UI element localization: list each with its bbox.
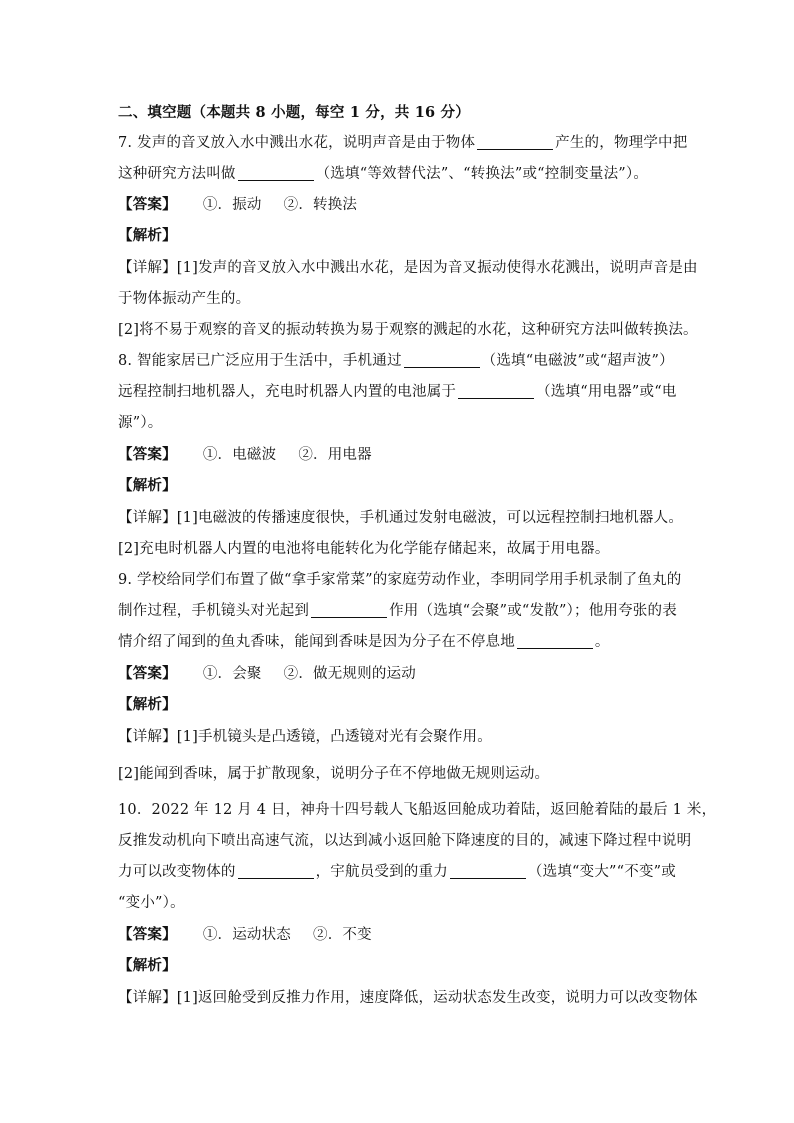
answer-2: ②．不变 — [313, 927, 372, 943]
analysis-label: 【解析】 — [118, 227, 177, 244]
q7-answer — [118, 195, 357, 215]
q9-blank-2 — [517, 647, 593, 649]
q9-detail-text: [2]能闻到香味，属于扩散现象，说明分子 — [118, 766, 390, 782]
q10-line-2: 反推发动机向下喷出高速气流，以达到减小返回舱下降速度的目的，减速下降过程中说明 — [118, 833, 692, 849]
q8-detail-2: [2]充电时机器人内置的电池将电能转化为化学能存储起来，故属于用电器。 — [118, 541, 610, 557]
q9-text: 作用（选填“会聚”或“发散”）；他用夸张的表 — [389, 603, 677, 619]
answer-1: ①．电磁波 — [202, 447, 277, 463]
q7-text: 产生的，物理学中把 — [555, 135, 688, 151]
answer-label: 【答案】 — [118, 926, 177, 943]
q8-blank-2 — [458, 397, 534, 399]
q8-line-1 — [118, 351, 674, 371]
answer-2: ②．用电器 — [298, 447, 372, 463]
q7-text: （选填“等效替代法”、“转换法”或“控制变量法”）。 — [315, 166, 649, 182]
q10-text: （选填“变大”“不变”或 — [527, 864, 676, 880]
analysis-label: 【解析】 — [118, 477, 177, 494]
q7-detail-2: 于物体振动产生的。 — [118, 291, 251, 307]
q7-detail-1: 【详解】[1]发声的音叉放入水中溅出水花，是因为音叉振动使得水花溅出，说明声音是由 — [118, 260, 698, 276]
answer-label: 【答案】 — [118, 665, 177, 682]
q10-line-1: 10．2022 年 12 月 4 日，神舟十四号载人飞船返回舱成功着陆，返回舱着陆的最后 1 米， — [118, 802, 717, 818]
q8-text: （选填“电磁波”或“超声波”） — [481, 353, 674, 369]
q10-answer — [118, 925, 372, 945]
q7-text: 这种研究方法叫做 — [118, 166, 236, 182]
answer-1: ①．运动状态 — [202, 927, 292, 943]
q8-line-3: 源”）。 — [118, 415, 163, 431]
q7-line-1 — [118, 133, 687, 153]
q8-blank-1 — [404, 366, 480, 368]
q10-text: ，宇航员受到的重力 — [315, 864, 448, 880]
answer-label: 【答案】 — [118, 196, 177, 213]
analysis-label: 【解析】 — [118, 957, 177, 974]
answer-2: ②．做无规则的运动 — [283, 666, 416, 682]
q9-detail-2 — [118, 764, 549, 785]
q9-detail-1: 【详解】[1]手机镜头是凸透镜，凸透镜对光有会聚作用。 — [118, 729, 492, 745]
q10-blank-1 — [238, 877, 314, 879]
q9-text: 。 — [594, 634, 610, 650]
answer-2: ②．转换法 — [283, 197, 358, 213]
q7-text: 7. 发声的音叉放入水中溅出水花，说明声音是由于物体 — [118, 135, 476, 151]
q8-text: （选填“用电器”或“电 — [536, 384, 677, 400]
q8-text: 远程控制扫地机器人，充电时机器人内置的电池属于 — [118, 384, 457, 400]
answer-1: ①．会聚 — [202, 666, 262, 682]
q7-line-2 — [118, 164, 648, 184]
section-heading: 二、填空题（本题共 8 小题，每空 1 分，共 16 分） — [118, 104, 470, 121]
analysis-label: 【解析】 — [118, 696, 177, 713]
q7-detail-3: [2]将不易于观察的音叉的振动转换为易于观察的溅起的水花，这种研究方法叫做转换法。 — [118, 322, 698, 338]
q9-line-2 — [118, 601, 677, 621]
q10-blank-2 — [450, 877, 526, 879]
q8-answer — [118, 445, 372, 465]
q9-line-3 — [118, 632, 610, 652]
q9-answer — [118, 664, 416, 684]
q9-text: 情介绍了闻到的鱼丸香味，能闻到香味是因为分子在不停息地 — [118, 634, 515, 650]
q9-detail-text: 不停地做无规则运动。 — [402, 766, 550, 782]
q10-text: 力可以改变物体的 — [118, 864, 236, 880]
q8-detail-1: 【详解】[1]电磁波的传播速度很快，手机通过发射电磁波，可以远程控制扫地机器人。 — [118, 510, 684, 526]
q7-blank-2 — [238, 179, 314, 181]
answer-1: ①．振动 — [202, 197, 262, 213]
q9-line-1: 9. 学校给同学们布置了做“拿手家常菜”的家庭劳动作业，李明同学用手机录制了鱼丸的 — [118, 572, 682, 588]
q9-text: 制作过程，手机镜头对光起到 — [118, 603, 310, 619]
q8-text: 8. 智能家居已广泛应用于生活中，手机通过 — [118, 353, 402, 369]
q10-line-4: “变小”）。 — [118, 895, 185, 911]
q7-blank-1 — [477, 148, 553, 150]
q10-line-3 — [118, 862, 676, 882]
answer-label: 【答案】 — [118, 446, 177, 463]
q9-blank-1 — [311, 616, 387, 618]
q10-detail-1: 【详解】[1]返回舱受到反推力作用，速度降低，运动状态发生改变，说明力可以改变物体 — [118, 990, 698, 1006]
q9-detail-raised-char: 在 — [389, 764, 403, 779]
q8-line-2 — [118, 382, 677, 402]
